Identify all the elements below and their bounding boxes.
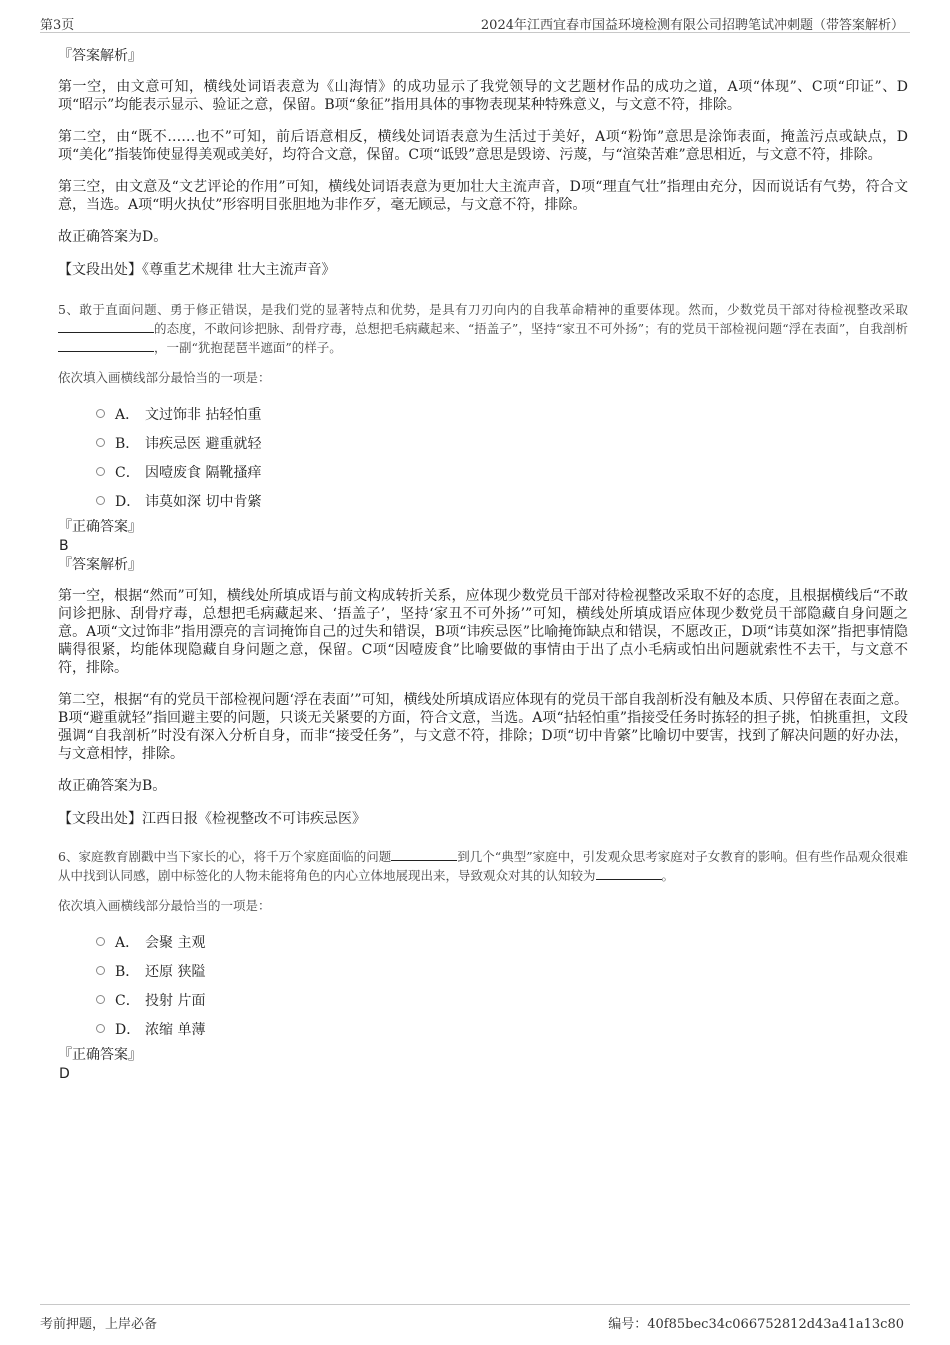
q4-analysis-tag: 『答案解析』 [58, 48, 142, 64]
q6-option-d[interactable]: D． 浓缩 单薄 [58, 1014, 908, 1043]
q5-instruction: 依次填入画横线部分最恰当的一项是： [58, 370, 271, 385]
q5-option-c[interactable]: C． 因噎废食 隔靴搔痒 [58, 457, 908, 486]
radio-icon[interactable] [96, 467, 105, 476]
q5-options [58, 399, 908, 515]
q6-stem: 6、家庭教育剧戳中当下家长的心，将千万个家庭面临的问题 到几个“典型”家庭中，引发观众思考家庭对子女教育的影响。但有些作品观众很难从中找到认同感，剧中标签化的人物未能将角色的内心立体地展现出来，导致观众对其的认知较为 。 [58, 849, 908, 883]
q5-analysis-p1: 第一空，根据“然而”可知，横线处所填成语与前文构成转折关系，应体现少数党员干部对待检视整改采取不好的态度，且根据横线后“不敢问诊把脉、刮骨疗毒，总想把毛病藏起来、‘捂盖子’，坚持‘家丑不可外扬’”可知，横线处所填成语应体现少数党员干部隐藏自身问题之意。A项“文过饰非”指用漂亮的言词掩饰自己的过失和错误，B项“讳疾忌医”比喻掩饰缺点和错误，不愿改正，D项“讳莫如深”指把事情隐瞒得很紧，均能体现隐藏自身问题之意，保留。C项“因噎废食”比喻要做的事情由于出了点小毛病或怕出问题就索性不去干，与文意不符，排除。 [58, 588, 908, 676]
page-number: 第3页 [40, 18, 75, 33]
q4-analysis-p1: 第一空，由文意可知，横线处词语表意为《山海情》的成功显示了我党领导的文艺题材作品的成功之道，A项“体现”、C项“印证”、D项“昭示”均能表示显示、验证之意，保留。B项“象征”指用具体的事物表现某种特殊意义，与文意不符，排除。 [58, 79, 908, 113]
page-header [40, 10, 910, 33]
footer-slogan: 考前押题，上岸必备 [40, 1317, 158, 1332]
q4-source: 【文段出处】《尊重艺术规律 壮大主流声音》 [58, 262, 336, 278]
q4-analysis-p3: 第三空，由文意及“文艺评论的作用”可知，横线处词语表意为更加壮大主流声音，D项“理直气壮”指理由充分，因而说话有气势，符合文意，当选。A项“明火执仗”形容明目张胆地为非作歹，毫无顾忌，与文意不符，排除。 [58, 179, 908, 213]
q5-blank-1 [58, 320, 154, 333]
radio-icon[interactable] [96, 995, 105, 1004]
radio-icon[interactable] [96, 966, 105, 975]
radio-icon[interactable] [96, 409, 105, 418]
q5-blank-2 [58, 339, 154, 352]
q5-analysis-p2: 第二空，根据“有的党员干部检视问题‘浮在表面’”可知，横线处所填成语应体现有的党员干部自我剖析没有触及本质、只停留在表面之意。B项“避重就轻”指回避主要的问题，只谈无关紧要的方面，符合文意，当选。A项“拈轻怕重”指接受任务时拣轻的担子挑，怕挑重担，文段强调“自我剖析”时没有深入分析自身，而非“接受任务”，与文意不符，排除；D项“切中肯綮”比喻切中要害，找到了解决问题的好办法，与文意相悖，排除。 [58, 692, 908, 762]
q5-answer: B [59, 538, 69, 554]
radio-icon[interactable] [96, 438, 105, 447]
q6-blank-1 [391, 848, 457, 861]
radio-icon[interactable] [96, 1024, 105, 1033]
radio-icon[interactable] [96, 937, 105, 946]
document-body [58, 46, 908, 1083]
q5-option-d[interactable]: D． 讳莫如深 切中肯綮 [58, 486, 908, 515]
q6-blank-2 [596, 867, 662, 880]
q5-stem: 5、敢于直面问题、勇于修正错误，是我们党的显著特点和优势，是具有刀刃向内的自我革命精神的重要体现。然而，少数党员干部对待检视整改采取的态度，不敢问诊把脉、刮骨疗毒，总想把毛病藏起来、“捂盖子”，坚持“家丑不可外扬”；有的党员干部检视问题“浮在表面”，自我剖析，一副“犹抱琵琶半遮面”的样子。 [58, 302, 908, 355]
document-title: 2024年江西宜春市国益环境检测有限公司招聘笔试冲刺题（带答案解析） [480, 18, 904, 33]
radio-icon[interactable] [96, 496, 105, 505]
document-code: 编号：40f85bec34c066752812d43a41a13c80 [608, 1317, 904, 1332]
q6-option-c[interactable]: C． 投射 片面 [58, 985, 908, 1014]
q6-answer: D [59, 1066, 70, 1082]
q6-answer-tag: 『正确答案』 [58, 1047, 142, 1063]
q5-analysis-tag: 『答案解析』 [58, 557, 142, 573]
page-footer [40, 1304, 910, 1331]
q5-conclusion: 故正确答案为B。 [58, 778, 167, 794]
q5-source: 【文段出处】江西日报《检视整改不可讳疾忌医》 [58, 811, 366, 827]
q5-option-b[interactable]: B． 讳疾忌医 避重就轻 [58, 428, 908, 457]
q5-option-a[interactable]: A． 文过饰非 拈轻怕重 [58, 399, 908, 428]
q4-conclusion: 故正确答案为D。 [58, 229, 168, 245]
q4-analysis-p2: 第二空，由“既不……也不”可知，前后语意相反，横线处词语表意为生活过于美好，A项“粉饰”意思是涂饰表面，掩盖污点或缺点，D项“美化”指装饰使显得美观或美好，均符合文意，保留。C项“诋毁”意思是毁谤、污蔑，与“渲染苦难”意思相近，与文意不符，排除。 [58, 129, 908, 163]
q6-option-a[interactable]: A． 会聚 主观 [58, 927, 908, 956]
q6-instruction: 依次填入画横线部分最恰当的一项是： [58, 898, 271, 913]
q6-options [58, 927, 908, 1043]
q5-answer-tag: 『正确答案』 [58, 519, 142, 535]
q6-option-b[interactable]: B． 还原 狭隘 [58, 956, 908, 985]
